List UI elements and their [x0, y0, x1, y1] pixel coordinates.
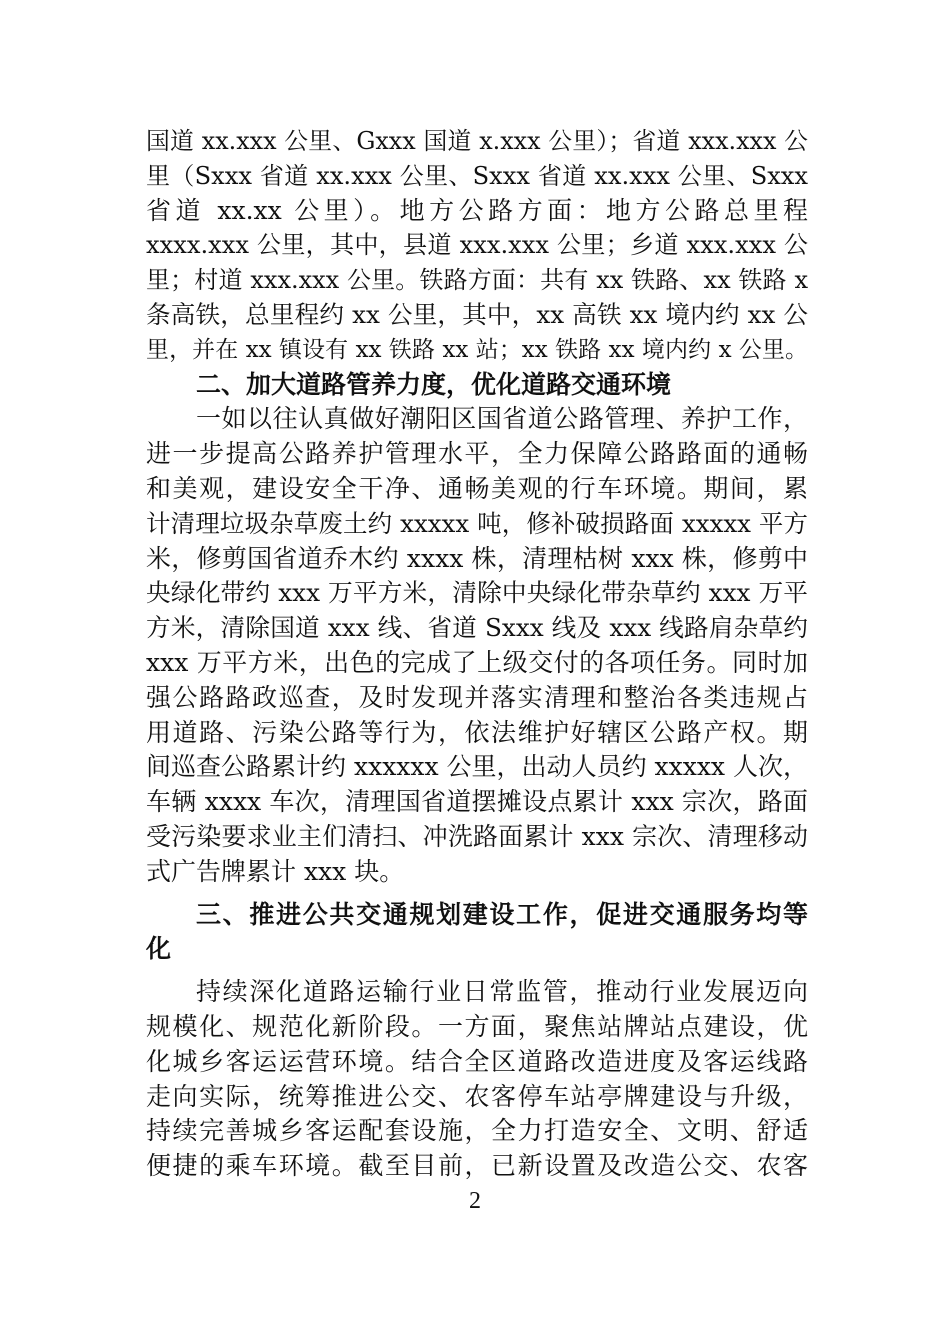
text-line: 方米，清除国道 xxx 线、省道 Sxxx 线及 xxx 线路肩杂草约 [146, 613, 808, 643]
text-line: 车辆 xxxx 车次，清理国省道摆摊设点累计 xxx 宗次，路面 [146, 787, 808, 817]
text-line: 持续完善城乡客运配套设施，全力打造安全、文明、舒适 [146, 1116, 808, 1146]
text-line: 间巡查公路累计约 xxxxxx 公里，出动人员约 xxxxx 人次， [146, 752, 808, 782]
text-line: 规模化、规范化新阶段。一方面，聚焦站牌站点建设，优 [146, 1011, 808, 1041]
text-line: 受污染要求业主们清扫、冲洗路面累计 xxx 宗次、清理移动 [146, 821, 808, 851]
section-heading-2: 二、加大道路管养力度，优化道路交通环境 [196, 369, 672, 399]
text-line: 化城乡客运运营环境。结合全区道路改造进度及客运线路 [146, 1046, 808, 1076]
text-line: 走向实际，统筹推进公交、农客停车站亭牌建设与升级， [146, 1081, 808, 1111]
paragraph-first-line: 一如以往认真做好潮阳区国省道公路管理、养护工作， [196, 404, 808, 434]
text-line: 米，修剪国省道乔木约 xxxx 株，清理枯树 xxx 株，修剪中 [146, 543, 808, 573]
text-line: 进一步提高公路养护管理水平，全力保障公路路面的通畅 [146, 439, 808, 469]
text-line: 里，并在 xx 镇设有 xx 铁路 xx 站；xx 铁路 xx 境内约 x 公里。 [146, 336, 808, 363]
text-line: 式广告牌累计 xxx 块。 [146, 856, 405, 886]
text-line: 计清理垃圾杂草废土约 xxxxx 吨，修补破损路面 xxxxx 平方 [146, 508, 808, 538]
text-line: 省道 xx.xx 公里）。地方公路方面：地方公路总里程 [146, 195, 808, 225]
text-line: xxxx.xxx 公里，其中，县道 xxx.xxx 公里；乡道 xxx.xxx 公 [146, 231, 808, 260]
text-line: 国道 xx.xxx 公里、Gxxx 国道 x.xxx 公里）；省道 xxx.xxx 公 [146, 127, 808, 155]
text-line: 和美观，建设安全干净、通畅美观的行车环境。期间，累 [146, 473, 808, 503]
section-heading-3: 三、推进公共交通规划建设工作，促进交通服务均等 [196, 899, 808, 929]
text-line: 便捷的乘车环境。截至目前，已新设置及改造公交、农客 [146, 1151, 808, 1181]
text-line: 央绿化带约 xxx 万平方米，清除中央绿化带杂草约 xxx 万平 [146, 578, 808, 608]
paragraph-first-line: 持续深化道路运输行业日常监管，推动行业发展迈向 [196, 977, 808, 1007]
text-line: 用道路、污染公路等行为，依法维护好辖区公路产权。期 [146, 717, 808, 747]
document-body [146, 124, 808, 1184]
text-line: 里；村道 xxx.xxx 公里。铁路方面：共有 xx 铁路、xx 铁路 x [146, 266, 808, 295]
text-line: 里（Sxxx 省道 xx.xxx 公里、Sxxx 省道 xx.xxx 公里、Sxxx [146, 161, 808, 190]
text-line: 强公路路政巡查，及时发现并落实清理和整治各类违规占 [146, 682, 808, 712]
section-heading-3-cont: 化 [146, 934, 172, 964]
text-line: xxx 万平方米，出色的完成了上级交付的各项任务。同时加 [146, 647, 808, 677]
page-number: 2 [469, 1188, 481, 1214]
text-line: 条高铁，总里程约 xx 公里，其中，xx 高铁 xx 境内约 xx 公 [146, 299, 808, 329]
